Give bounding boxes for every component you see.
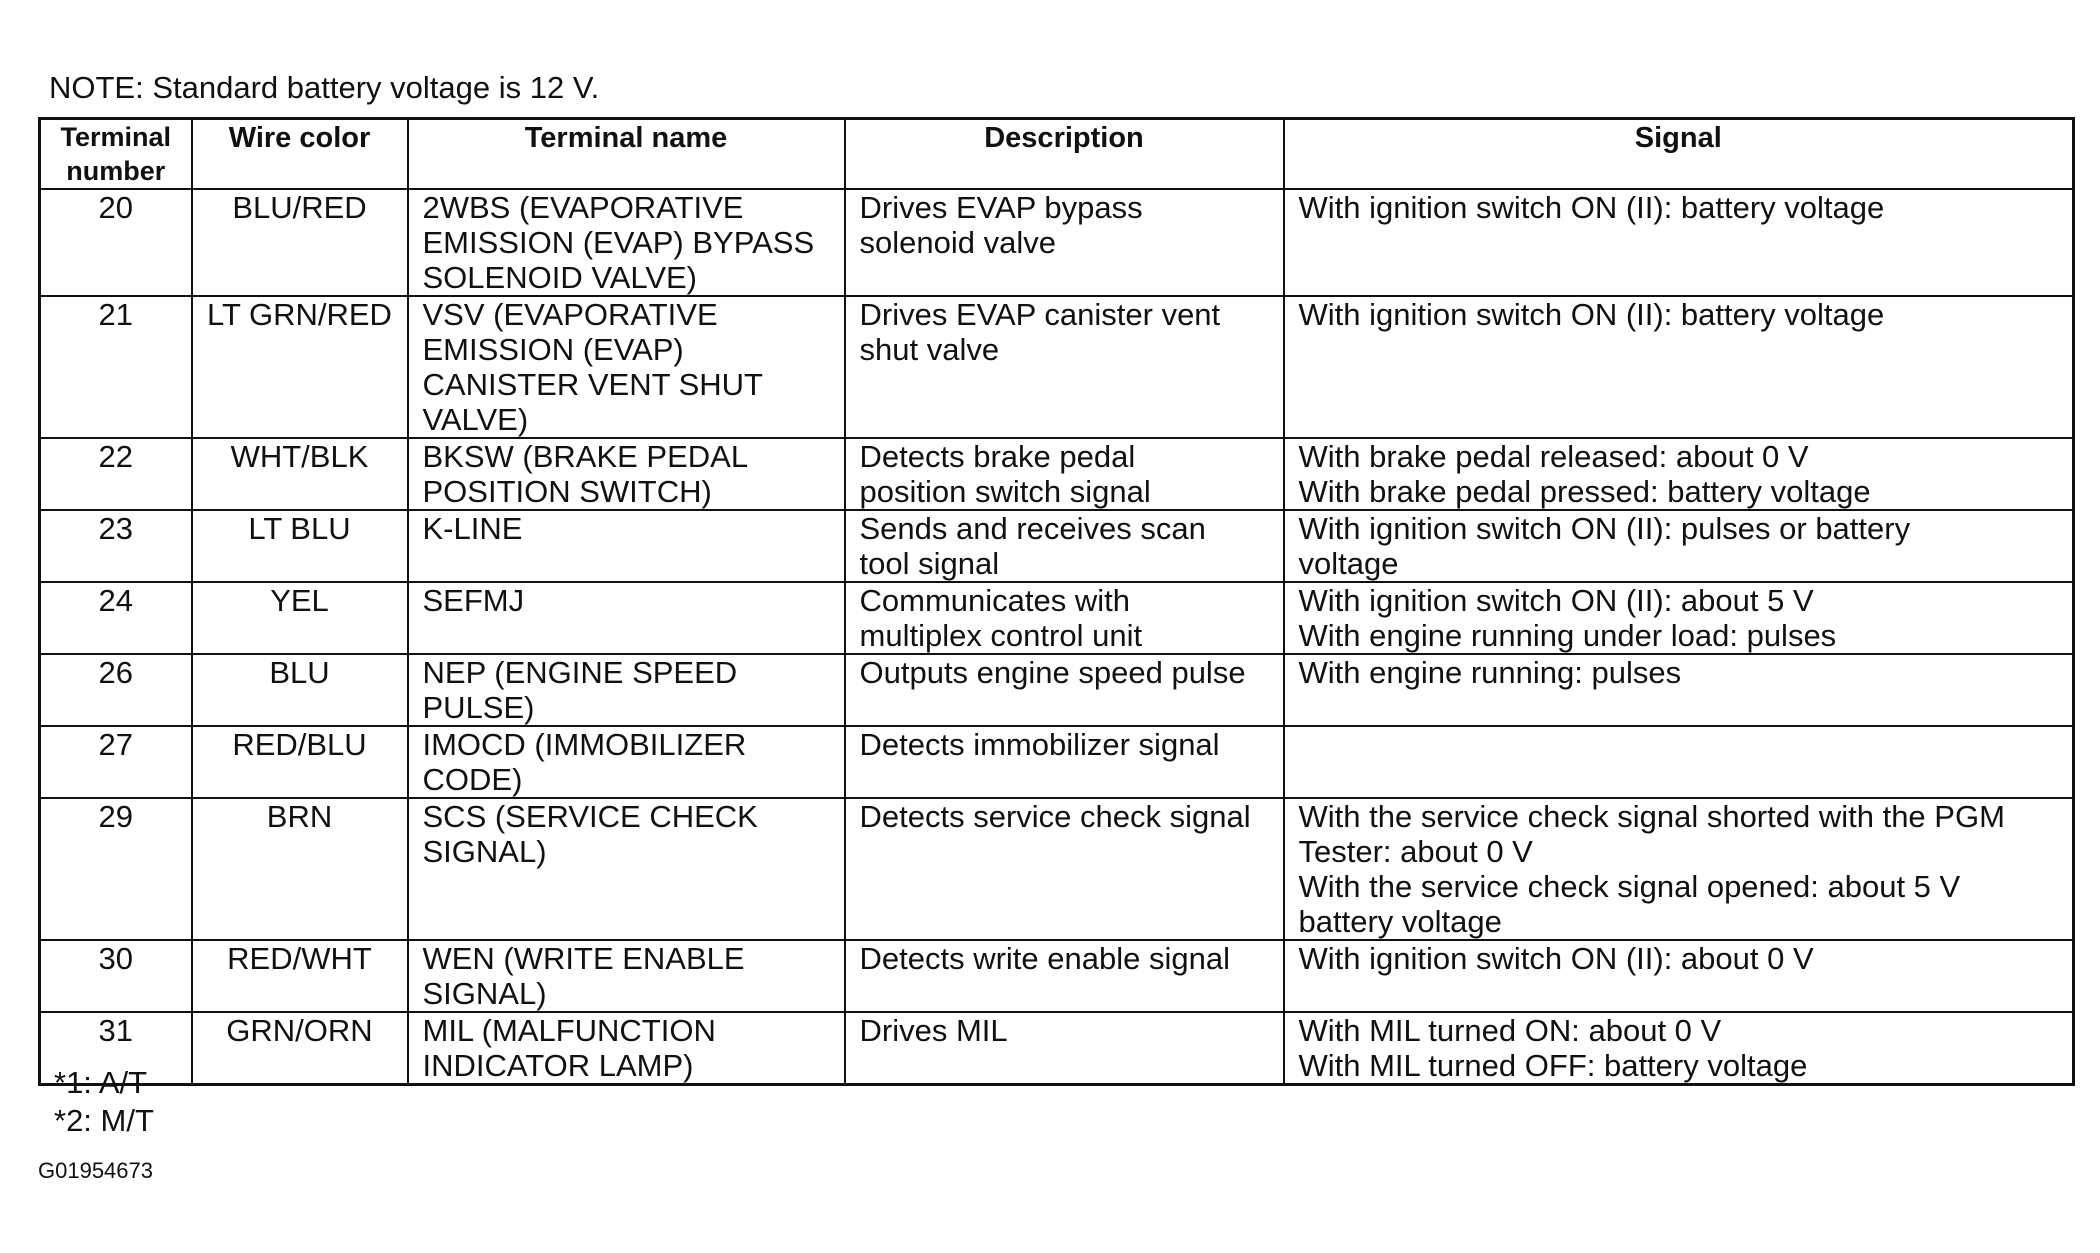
description-cell: Drives EVAP bypass solenoid valve — [845, 189, 1284, 296]
wire-color-cell: LT GRN/RED — [192, 296, 408, 438]
signal-cell — [1284, 726, 2074, 798]
table-row — [40, 798, 2074, 940]
description-cell: Drives MIL — [845, 1012, 1284, 1085]
note-text: NOTE: Standard battery voltage is 12 V. — [49, 70, 600, 105]
terminal-name-cell: NEP (ENGINE SPEED PULSE) — [408, 654, 845, 726]
signal-cell: With ignition switch ON (II): about 0 V — [1284, 940, 2074, 1012]
table-row — [40, 510, 2074, 582]
terminal-number-cell: 29 — [40, 798, 192, 940]
terminal-number-cell: 24 — [40, 582, 192, 654]
terminal-number-cell: 27 — [40, 726, 192, 798]
wire-color-cell: LT BLU — [192, 510, 408, 582]
signal-cell: With ignition switch ON (II): battery voltage — [1284, 189, 2074, 296]
terminal-number-cell: 30 — [40, 940, 192, 1012]
wire-color-cell: RED/WHT — [192, 940, 408, 1012]
terminal-name-cell: BKSW (BRAKE PEDAL POSITION SWITCH) — [408, 438, 845, 510]
terminal-number-cell: 20 — [40, 189, 192, 296]
terminal-number-cell: 21 — [40, 296, 192, 438]
header-terminal-number: Terminal number — [40, 119, 192, 190]
terminal-number-cell: 22 — [40, 438, 192, 510]
wire-color-cell: BLU — [192, 654, 408, 726]
wire-color-cell: RED/BLU — [192, 726, 408, 798]
table-row — [40, 726, 2074, 798]
table-row — [40, 1012, 2074, 1085]
footnote-at: *1: A/T — [54, 1065, 148, 1100]
description-cell: Communicates with multiplex control unit — [845, 582, 1284, 654]
table-row — [40, 654, 2074, 726]
wire-color-cell: BRN — [192, 798, 408, 940]
table-row — [40, 296, 2074, 438]
description-cell: Sends and receives scan tool signal — [845, 510, 1284, 582]
signal-cell: With the service check signal shorted with the PGM Tester: about 0 V With the service check signal opened: about 5 V battery voltage — [1284, 798, 2074, 940]
header-terminal-name: Terminal name — [408, 119, 845, 190]
terminal-number-cell: 31 — [40, 1012, 192, 1085]
table-header-row — [40, 119, 2074, 190]
figure-id: G01954673 — [38, 1158, 153, 1183]
table-row — [40, 438, 2074, 510]
header-wire-color: Wire color — [192, 119, 408, 190]
signal-cell: With ignition switch ON (II): about 5 V With engine running under load: pulses — [1284, 582, 2074, 654]
description-cell: Detects immobilizer signal — [845, 726, 1284, 798]
terminal-name-cell: K-LINE — [408, 510, 845, 582]
terminal-table — [38, 117, 2075, 1086]
header-description: Description — [845, 119, 1284, 190]
wire-color-cell: YEL — [192, 582, 408, 654]
table-row — [40, 189, 2074, 296]
header-signal: Signal — [1284, 119, 2074, 190]
wire-color-cell: BLU/RED — [192, 189, 408, 296]
terminal-name-cell: MIL (MALFUNCTION INDICATOR LAMP) — [408, 1012, 845, 1085]
terminal-number-cell: 26 — [40, 654, 192, 726]
description-cell: Drives EVAP canister vent shut valve — [845, 296, 1284, 438]
footnotes — [54, 1064, 154, 1140]
footnote-mt: *2: M/T — [54, 1103, 154, 1138]
terminal-name-cell: VSV (EVAPORATIVE EMISSION (EVAP) CANISTER VENT SHUT VALVE) — [408, 296, 845, 438]
signal-cell: With ignition switch ON (II): pulses or battery voltage — [1284, 510, 2074, 582]
signal-cell: With brake pedal released: about 0 V With brake pedal pressed: battery voltage — [1284, 438, 2074, 510]
description-cell: Outputs engine speed pulse — [845, 654, 1284, 726]
terminal-name-cell: WEN (WRITE ENABLE SIGNAL) — [408, 940, 845, 1012]
description-cell: Detects brake pedal position switch signal — [845, 438, 1284, 510]
signal-cell: With engine running: pulses — [1284, 654, 2074, 726]
terminal-name-cell: SEFMJ — [408, 582, 845, 654]
table-row — [40, 582, 2074, 654]
terminal-name-cell: SCS (SERVICE CHECK SIGNAL) — [408, 798, 845, 940]
table-row — [40, 940, 2074, 1012]
wire-color-cell: GRN/ORN — [192, 1012, 408, 1085]
signal-cell: With MIL turned ON: about 0 V With MIL turned OFF: battery voltage — [1284, 1012, 2074, 1085]
signal-cell: With ignition switch ON (II): battery voltage — [1284, 296, 2074, 438]
terminal-name-cell: IMOCD (IMMOBILIZER CODE) — [408, 726, 845, 798]
terminal-name-cell: 2WBS (EVAPORATIVE EMISSION (EVAP) BYPASS SOLENOID VALVE) — [408, 189, 845, 296]
description-cell: Detects write enable signal — [845, 940, 1284, 1012]
terminal-number-cell: 23 — [40, 510, 192, 582]
wire-color-cell: WHT/BLK — [192, 438, 408, 510]
description-cell: Detects service check signal — [845, 798, 1284, 940]
